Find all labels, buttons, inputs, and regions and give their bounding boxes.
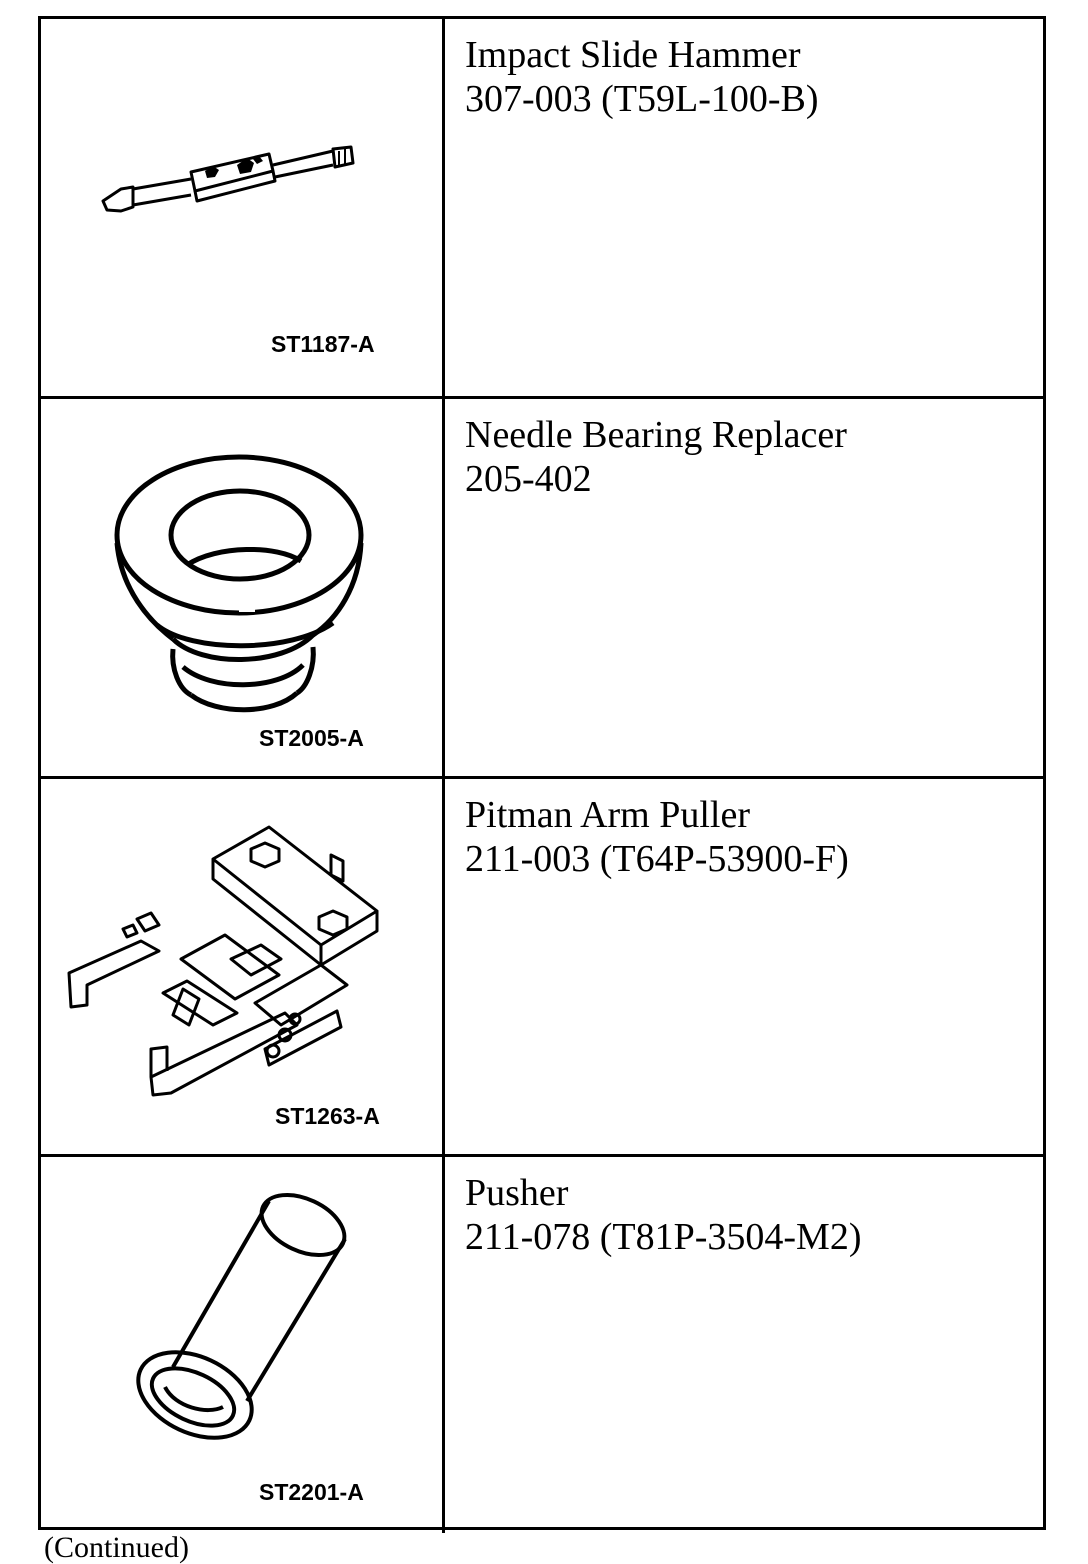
impact-slide-hammer-icon	[41, 19, 445, 393]
tool-part-number: 307-003 (T59L-100-B)	[465, 78, 819, 120]
pusher-icon	[41, 1157, 445, 1533]
illustration-code: ST1187-A	[271, 331, 375, 357]
illustration-cell	[41, 19, 445, 396]
tool-name: Pitman Arm Puller	[465, 794, 750, 836]
tool-description	[445, 779, 1043, 1154]
table-row	[41, 19, 1043, 396]
table-row	[41, 776, 1043, 1154]
table-row	[41, 1154, 1043, 1533]
illustration-cell	[41, 399, 445, 776]
illustration-code: ST1263-A	[275, 1103, 380, 1129]
table-row	[41, 396, 1043, 776]
illustration-cell	[41, 779, 445, 1154]
tool-part-number: 211-003 (T64P-53900-F)	[465, 838, 849, 880]
tool-part-number: 211-078 (T81P-3504-M2)	[465, 1216, 862, 1258]
needle-bearing-replacer-icon	[41, 399, 445, 776]
special-tools-table	[38, 16, 1046, 1530]
tool-name: Impact Slide Hammer	[465, 34, 801, 76]
illustration-cell	[41, 1157, 445, 1533]
tool-part-number: 205-402	[465, 458, 592, 500]
continued-note: (Continued)	[44, 1531, 189, 1564]
illustration-code: ST2201-A	[259, 1479, 364, 1505]
tool-description	[445, 1157, 1043, 1533]
illustration-code: ST2005-A	[259, 725, 364, 751]
tool-name: Pusher	[465, 1172, 569, 1214]
tool-description	[445, 19, 1043, 396]
pitman-arm-puller-icon	[41, 779, 445, 1154]
tool-description	[445, 399, 1043, 776]
tool-name: Needle Bearing Replacer	[465, 414, 847, 456]
